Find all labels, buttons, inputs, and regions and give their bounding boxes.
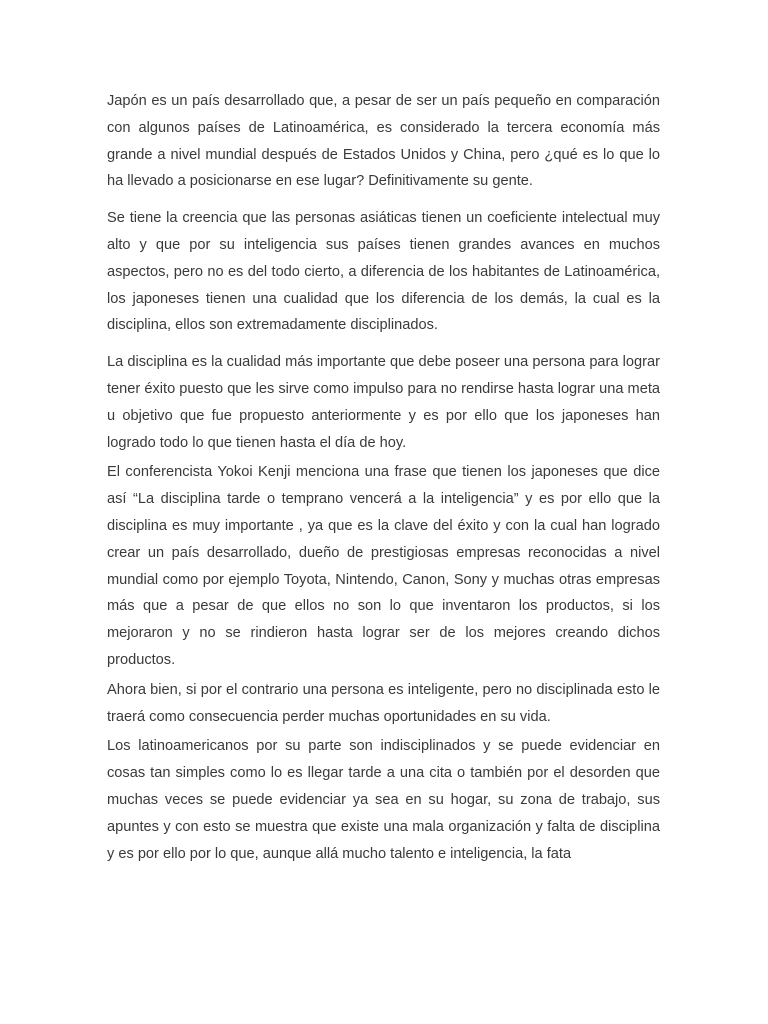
document-body bbox=[107, 88, 660, 867]
paragraph-2: Se tiene la creencia que las personas asiáticas tienen un coeficiente intelectual muy alto y que por su inteligencia sus países tienen grandes avances en muchos aspectos, pero no es del todo cierto, a diferencia de los habitantes de Latinoamérica, los japoneses tienen una cualidad que los diferencia de los demás, la cual es la disciplina, ellos son extremadamente disciplinados. bbox=[107, 210, 660, 334]
paragraph-1: Japón es un país desarrollado que, a pesar de ser un país pequeño en comparación con algunos países de Latinoamérica, es considerado la tercera economía más grande a nivel mundial después de Estados Unidos y China, pero ¿qué es lo que lo ha llevado a posicionarse en ese lugar? Definitivamente su gente. bbox=[107, 93, 660, 190]
paragraph-3: La disciplina es la cualidad más importante que debe poseer una persona para lograr tener éxito puesto que les sirve como impulso para no rendirse hasta lograr una meta u objetivo que fue propuesto anteriormente y es por ello que los japoneses han logrado todo lo que tienen hasta el día de hoy. bbox=[107, 354, 660, 451]
paragraph-6: Los latinoamericanos por su parte son indisciplinados y se puede evidenciar en cosas tan simples como lo es llegar tarde a una cita o también por el desorden que muchas veces se puede evidenciar ya sea en su hogar, su zona de trabajo, sus apuntes y con esto se muestra que existe una mala organización y falta de disciplina y es por ello por lo que, aunque allá mucho talento e inteligencia, la fata bbox=[107, 738, 660, 862]
paragraph-4: El conferencista Yokoi Kenji menciona una frase que tienen los japoneses que dice así “La disciplina tarde o temprano vencerá a la inteligencia” y es por ello que la disciplina es muy importante , ya que es la clave del éxito y con la cual han logrado crear un país desarrollado, dueño de prestigiosas empresas reconocidas a nivel mundial como por ejemplo Toyota, Nintendo, Canon, Sony y muchas otras empresas más que a pesar de que ellos no son lo que inventaron los productos, si los mejoraron y no se rindieron hasta lograr ser de los mejores creando dichos productos. bbox=[107, 464, 660, 668]
paragraph-5: Ahora bien, si por el contrario una persona es inteligente, pero no disciplinada esto le traerá como consecuencia perder muchas oportunidades en su vida. bbox=[107, 681, 660, 725]
